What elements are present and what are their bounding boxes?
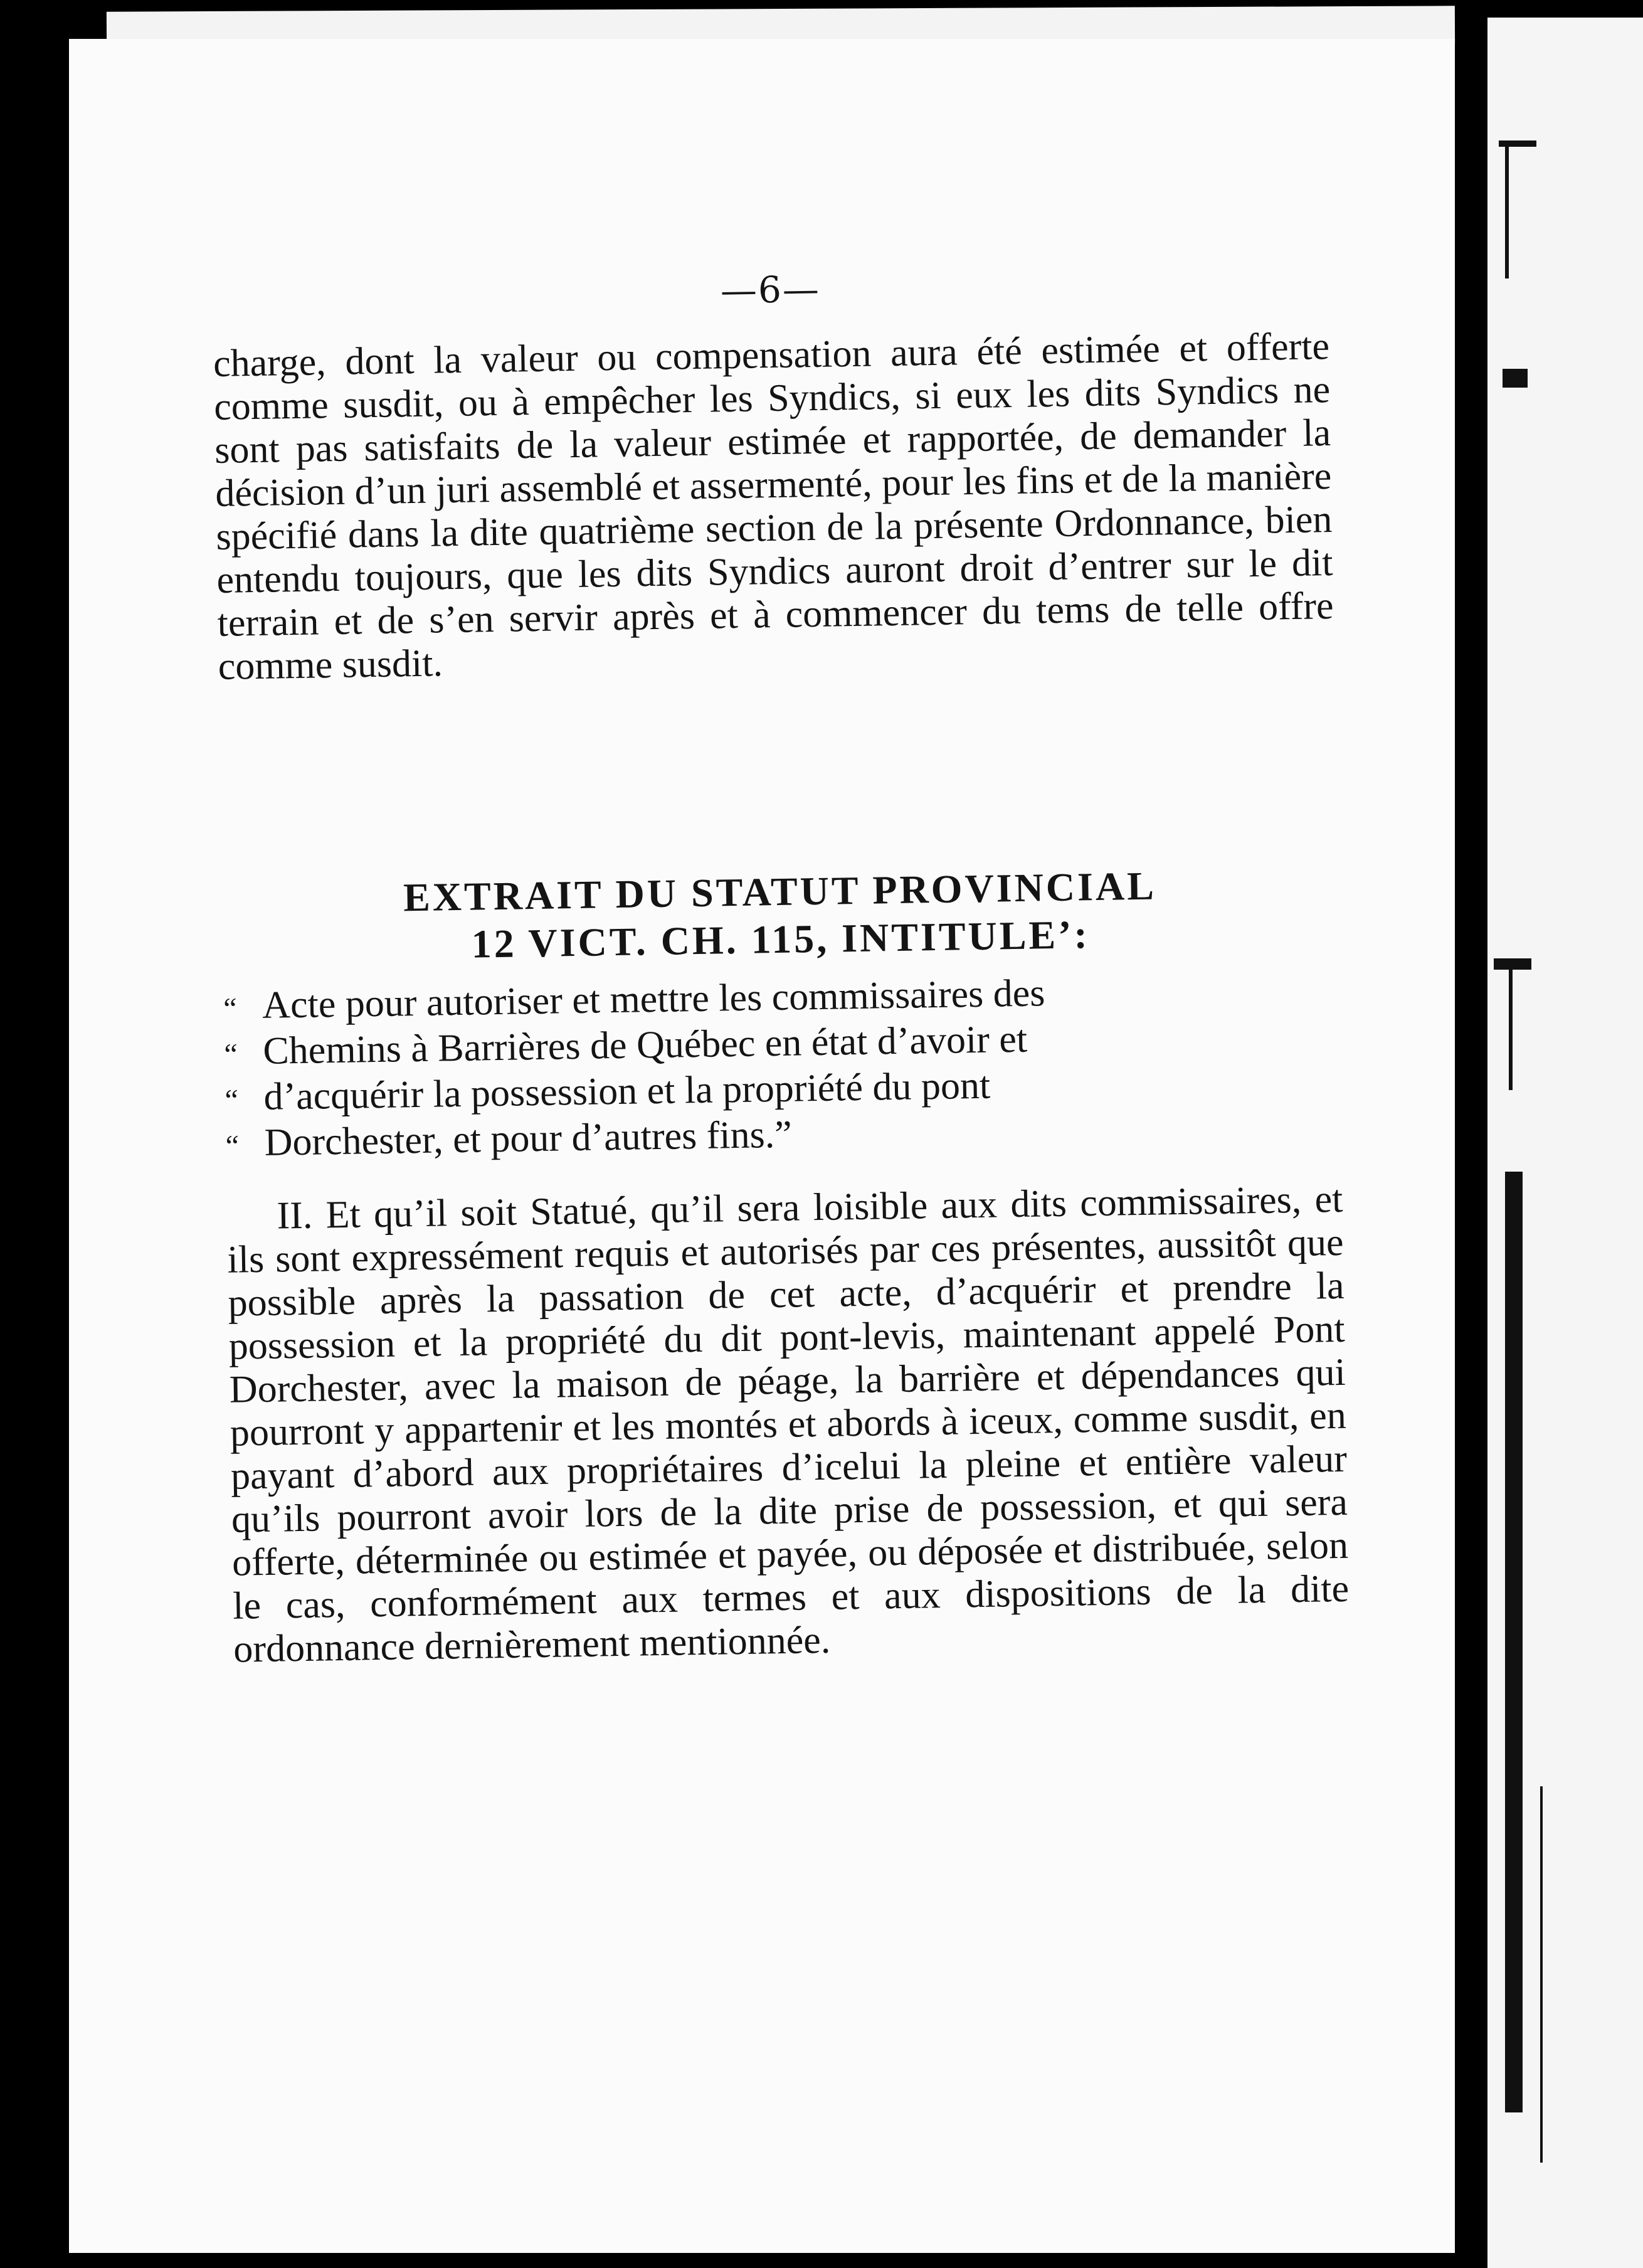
page-text-block	[212, 260, 1350, 1672]
paragraph-continued: charge, dont la valeur ou compensation aura été estimée et offerte comme susdit, ou à empêcher les Syndics, si eux les dits Syndics ne sont pas satisfaits de la valeur estimée et rapportée, de demander la décision d’un juri assemblé et assermenté, pour les fins et de la manière spécifié dans la dite quatrième section de la présente Ordonnance, bien entendu toujours, que les dits Syndics auront droit d’entrer sur le dit terrain et de s’en servir après et à commencer du tems de telle offre comme susdit.	[213, 325, 1334, 688]
page-number: —6—	[720, 267, 821, 312]
binding-mark	[1499, 140, 1536, 147]
quote-mark: “	[223, 992, 238, 1025]
section-ii-paragraph: II. Et qu’il soit Statué, qu’il sera loisible aux dits commissaires, et ils sont expressément requis et autorisés par ces présentes, aussitôt que possible après la passation de cet acte, d’acquérir et prendre la possession et la propriété du dit pont-levis, maintenant appelé Pont Dorchester, avec la maison de péage, la barrière et dépendances qui pourront y appartenir et les montés et abords à iceux, comme susdit, en payant d’abord aux propriétaires d’icelui la pleine et entière valeur qu’ils pourront avoir lors de la dite prise de possession, et qui sera offerte, déterminée ou estimée et payée, ou déposée et distribuée, selon le cas, conformément aux termes et aux dispositions de la dite ordonnance dernièrement mentionnée.	[227, 1177, 1350, 1671]
heading-line-2: 12 VICT. CH. 115, INTITULE’:	[471, 912, 1091, 967]
binding-mark	[1505, 1172, 1523, 2112]
facing-page-edge	[1487, 18, 1643, 2268]
binding-mark	[1509, 965, 1513, 1090]
binding-mark	[1494, 958, 1531, 970]
quote-mark: “	[224, 1037, 238, 1071]
binding-mark	[1503, 369, 1528, 388]
quote-line: “ Acte pour autoriser et mettre les commissaires des	[223, 967, 1340, 1031]
binding-mark	[1540, 1786, 1543, 2163]
binding-mark	[1505, 140, 1509, 278]
section-heading	[221, 859, 1339, 972]
document-page	[69, 39, 1455, 2253]
quote-mark: “	[225, 1129, 240, 1163]
heading-line-1: EXTRAIT DU STATUT PROVINCIAL	[403, 863, 1157, 920]
quote-line: “ d’acquérir la possession et la propriété du pont	[225, 1059, 1341, 1122]
quote-line: “ Chemins à Barrières de Québec en état d’avoir et	[224, 1013, 1341, 1076]
quote-line: “ Dorchester, et pour d’autres fins.”	[225, 1105, 1342, 1168]
act-title-quote	[223, 967, 1342, 1168]
quote-mark: “	[225, 1083, 239, 1117]
